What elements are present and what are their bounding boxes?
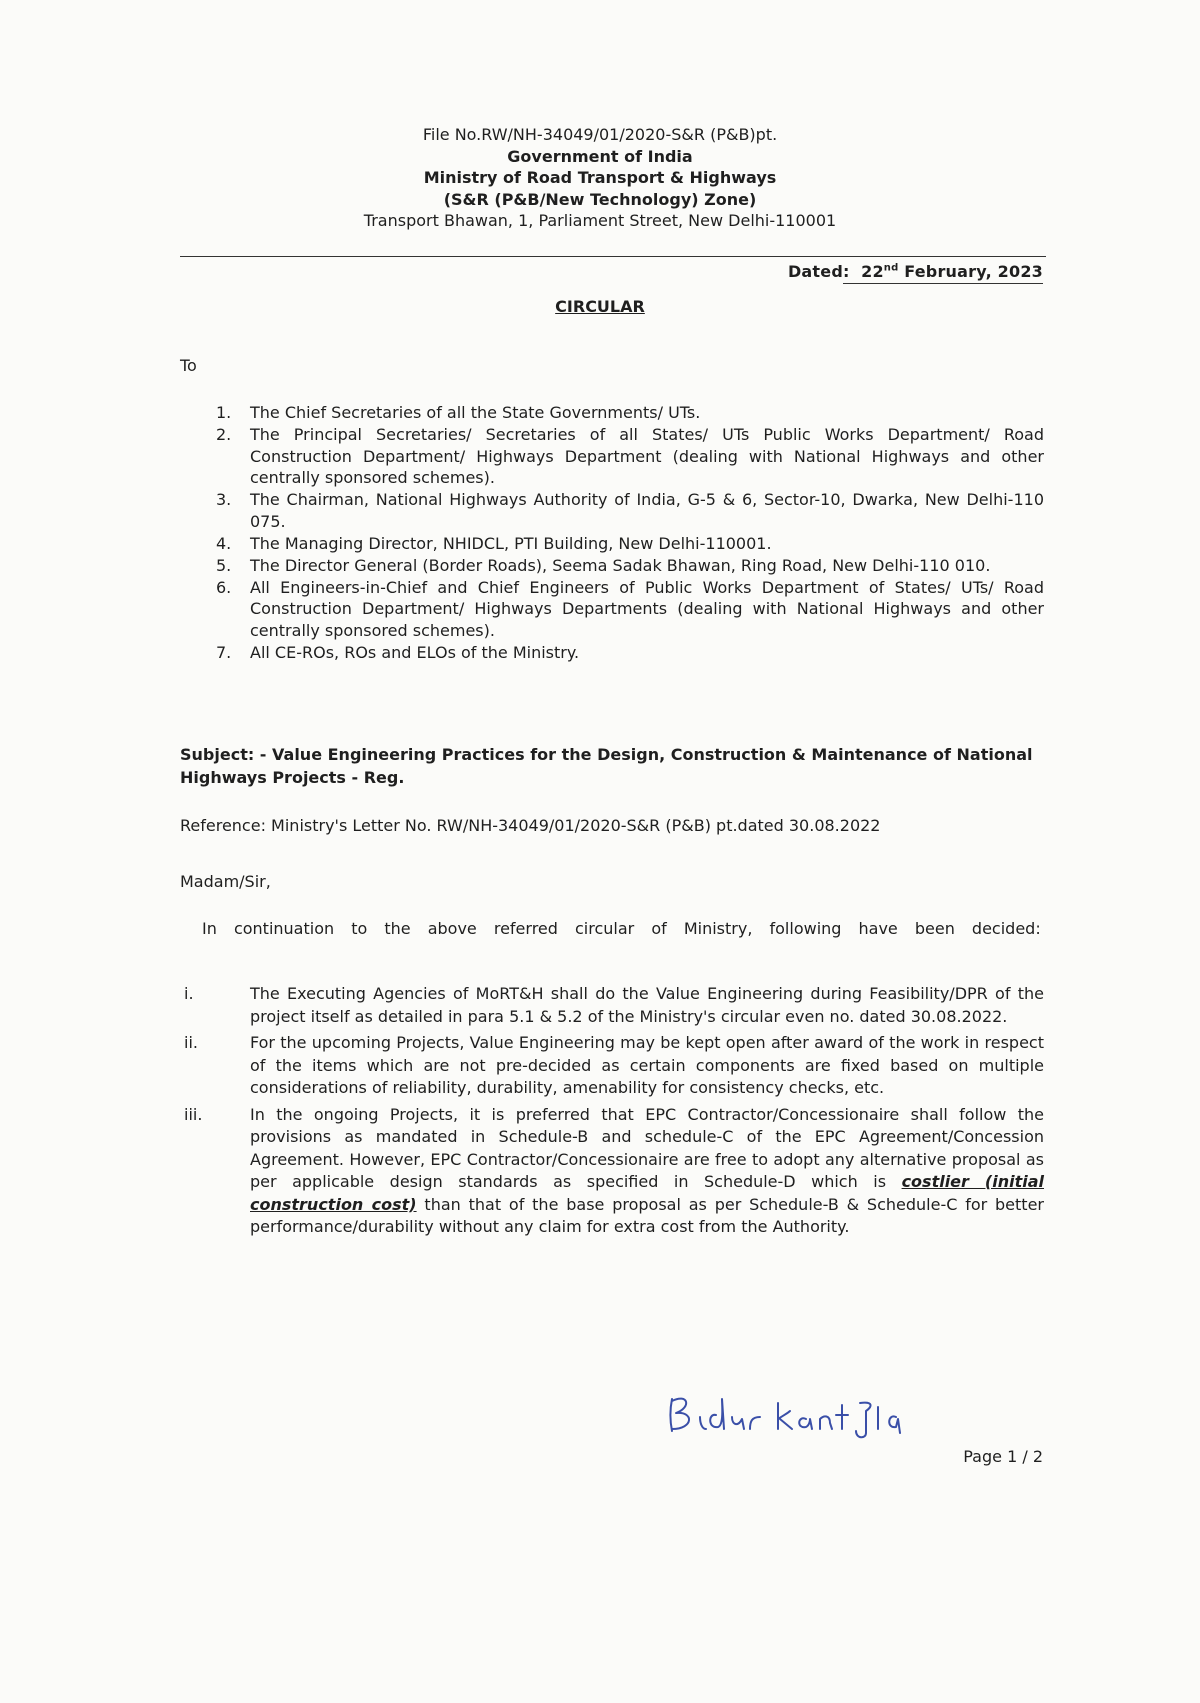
list-number: 4. [216, 533, 232, 553]
to-label: To [180, 356, 197, 375]
list-item [216, 533, 1044, 555]
date-line [788, 262, 1043, 281]
date-underline [843, 283, 1043, 284]
list-item [216, 489, 1044, 532]
dated-month-year: February, 2023 [904, 262, 1043, 281]
header-divider [180, 256, 1046, 257]
list-number: 7. [216, 642, 232, 662]
decision-list [180, 983, 1044, 1243]
list-number: 3. [216, 490, 232, 509]
list-number: 2. [216, 425, 232, 444]
list-text: All CE-ROs, ROs and ELOs of the Ministry. [250, 642, 580, 662]
list-text: The Director General (Border Roads), Seema Sadak Bhawan, Ring Road, New Delhi-110 010. [250, 555, 991, 575]
list-item [216, 577, 1044, 642]
address: Transport Bhawan, 1, Parliament Street, New Delhi-110001 [363, 211, 837, 230]
list-item [180, 1104, 1044, 1239]
emphasis-text: costlier (initial construction cost) [250, 1172, 1045, 1214]
list-item [216, 555, 1044, 577]
list-number: 1. [216, 403, 232, 422]
list-text: For the upcoming Projects, Value Engineering may be kept open after award of the work in respect of the items which are not pre-decided as certain components are fixed based on multiple considerations of reliability, durability, amenability for consistency checks, etc. [250, 1033, 1044, 1097]
list-item [216, 402, 1044, 424]
zone-name: (S&R (P&B/New Technology) Zone) [443, 189, 757, 209]
intro-paragraph: In continuation to the above referred circular of Ministry, following have been decided: [202, 919, 1041, 938]
list-number: 6. [216, 577, 232, 597]
reference-line: Reference: Ministry's Letter No. RW/NH-34049/01/2020-S&R (P&B) pt.dated 30.08.2022 [180, 816, 881, 835]
dated-label: Dated: [787, 262, 850, 281]
dated-day: 22 [861, 262, 884, 281]
list-text: The Chief Secretaries of all the State Governments/ UTs. [250, 403, 701, 422]
list-number: ii. [184, 1033, 198, 1052]
recipient-list [216, 402, 1044, 664]
list-number: 5. [216, 555, 232, 575]
list-item [216, 424, 1044, 489]
dated-suffix: nd [883, 262, 899, 274]
list-text-part-b: than that of the base proposal as per Schedule-B & Schedule-C for better performance/durability without any claim for extra cost from the Authority. [250, 1194, 1044, 1236]
list-item [180, 1032, 1044, 1100]
subject-line: Subject: - Value Engineering Practices for the Design, Construction & Maintenance of National Highways Projects - Reg. [180, 745, 1033, 787]
list-text-part-a: In the ongoing Projects, it is preferred that EPC Contractor/Concessionaire shall follow the provisions as mandated in Schedule-B and schedule-C of the EPC Agreement/Concession Agreement. However, EPC Contractor/Concessionaire are free to adopt any alternative proposal as per applicable design standards as specified in Schedule-D which is [250, 1104, 1044, 1191]
signature-image [660, 1385, 910, 1445]
file-number: File No.RW/NH-34049/01/2020-S&R (P&B)pt. [422, 125, 778, 144]
list-text: The Executing Agencies of MoRT&H shall do the Value Engineering during Feasibility/DPR of the project itself as detailed in para 5.1 & 5.2 of the Ministry's circular even no. dated 30.08.2022. [250, 984, 1044, 1026]
letterhead [0, 124, 1200, 232]
salutation: Madam/Sir, [180, 872, 271, 891]
list-text: All Engineers-in-Chief and Chief Engineers of Public Works Department of States/ UTs/ Road Construction Department/ Highways Departments (dealing with National Highways and other centrally sponsored schemes). [250, 577, 1044, 640]
document-title: CIRCULAR [555, 297, 645, 316]
list-text: The Chairman, National Highways Authority of India, G-5 & 6, Sector-10, Dwarka, New Delhi-110 075. [250, 490, 1044, 531]
list-item [216, 642, 1044, 664]
list-number: iii. [184, 1104, 203, 1124]
ministry-name: Ministry of Road Transport & Highways [423, 168, 777, 187]
list-item [180, 983, 1044, 1028]
page-number: Page 1 / 2 [963, 1447, 1043, 1466]
list-text: The Principal Secretaries/ Secretaries of all States/ UTs Public Works Department/ Road Construction Department/ Highways Department (dealing with National Highways and other centrally sponsored schemes). [250, 425, 1044, 487]
government-name: Government of India [507, 146, 693, 166]
list-text: The Managing Director, NHIDCL, PTI Building, New Delhi-110001. [250, 533, 772, 553]
list-number: i. [184, 984, 194, 1003]
